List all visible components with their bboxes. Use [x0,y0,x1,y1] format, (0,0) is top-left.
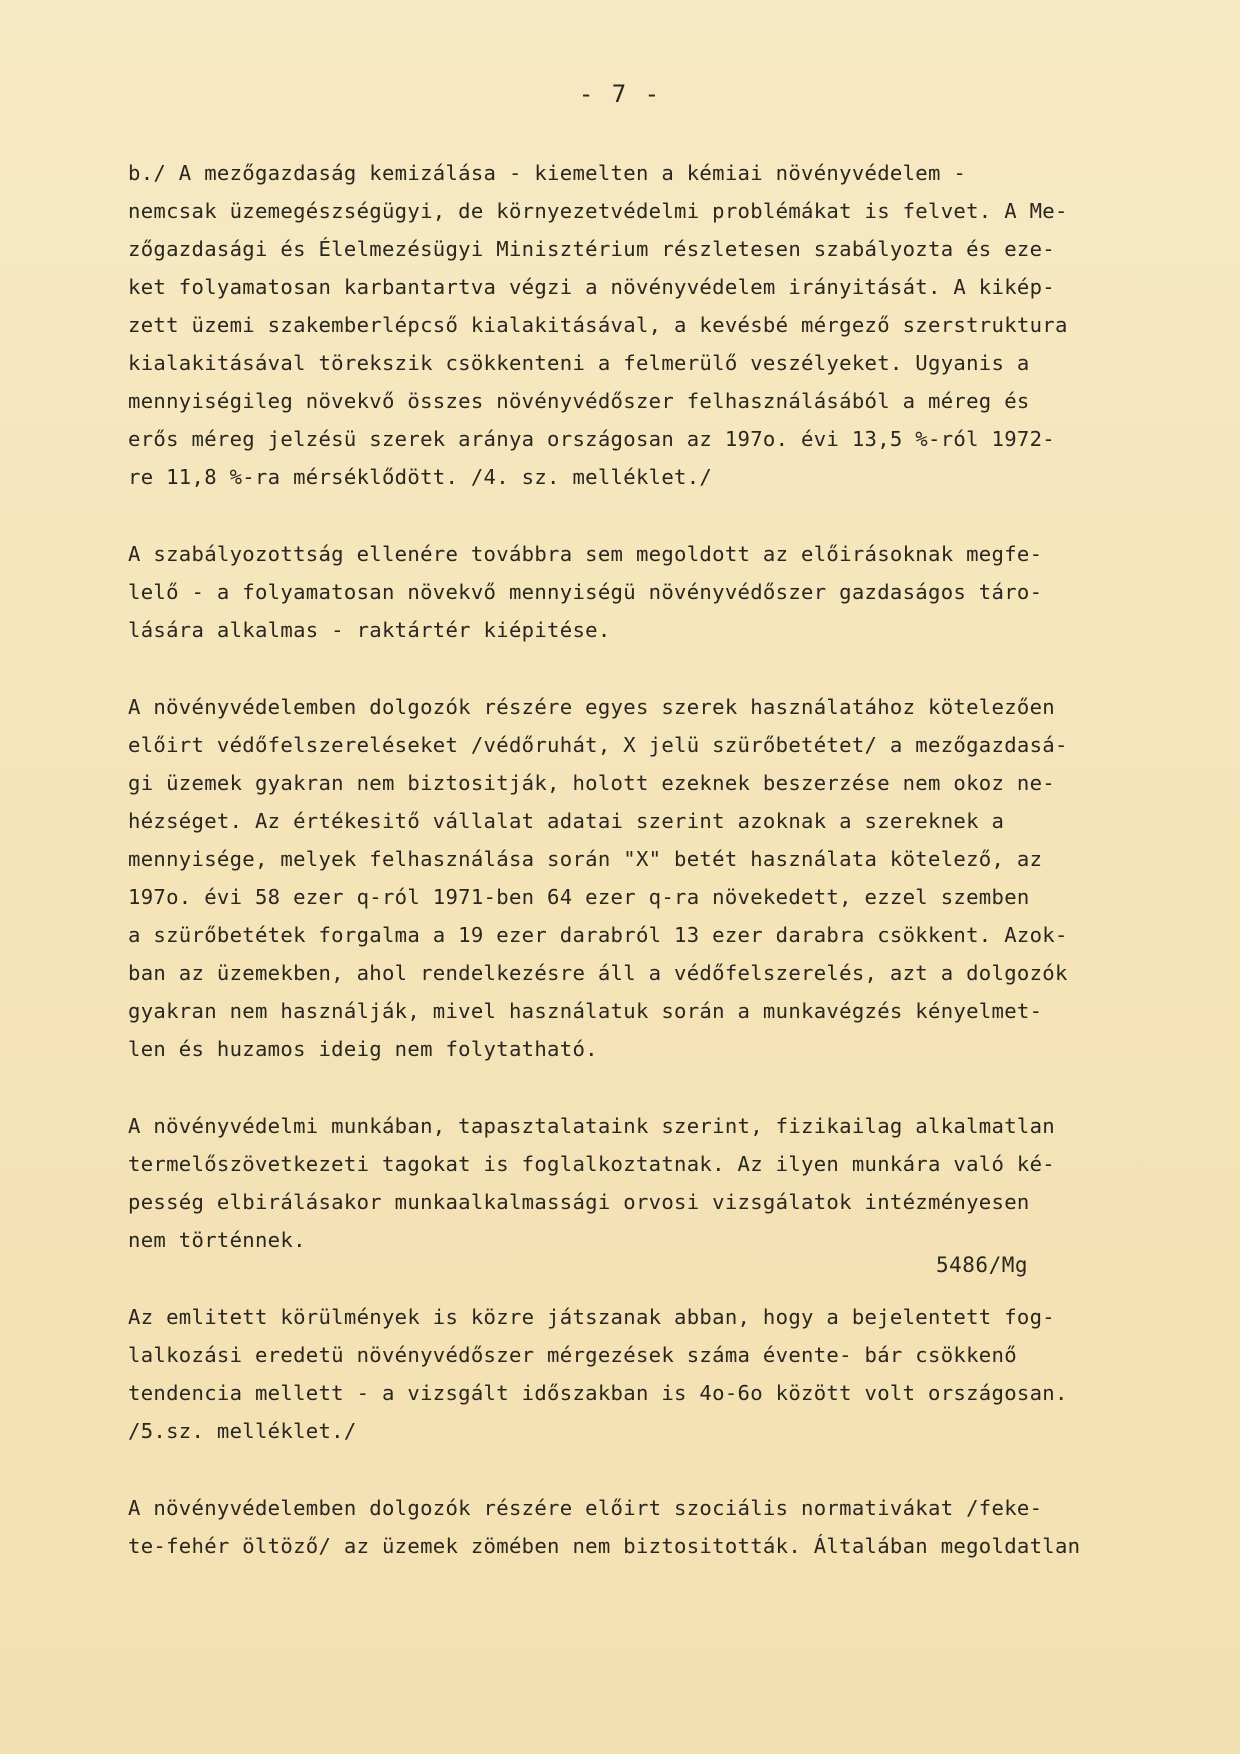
paragraph-chemicalization [128,154,1128,496]
text-line: nem történnek. [128,1228,306,1252]
paragraph-protective-equipment [128,688,1128,1068]
text-line: /5.sz. melléklet./ [128,1419,357,1443]
reference-code: 5486/Mg [936,1253,1029,1277]
text-line: a szürőbetétek forgalma a 19 ezer darabról 13 ezer darabra csökkent. Azok- [128,923,1068,947]
text-line: re 11,8 %-ra mérséklődött. /4. sz. melléklet./ [128,465,713,489]
text-line: A szabályozottság ellenére továbbra sem megoldott az előirásoknak megfe- [128,542,1043,566]
paragraph-poisonings [128,1298,1128,1450]
text-line: te-fehér öltöző/ az üzemek zömében nem biztositották. Általában megoldatlan [128,1534,1081,1558]
text-line: Az emlitett körülmények is közre játszanak abban, hogy a bejelentett fog- [128,1305,1055,1329]
paragraph-fitness [128,1107,1128,1259]
text-line: gi üzemek gyakran nem biztositják, holott ezeknek beszerzése nem okoz ne- [128,771,1055,795]
text-line: lalkozási eredetü növényvédőszer mérgezések száma évente- bár csökkenő [128,1343,1017,1367]
text-line: A növényvédelmi munkában, tapasztalataink szerint, fizikailag alkalmatlan [128,1114,1055,1138]
paragraph-social-norms [128,1489,1128,1565]
text-line: zőgazdasági és Élelmezésügyi Minisztérium részletesen szabályozta és eze- [128,237,1055,261]
text-line: hézséget. Az értékesitő vállalat adatai szerint azoknak a szereknek a [128,809,1005,833]
page-number: - 7 - [578,80,662,108]
text-line: előirt védőfelszereléseket /védőruhát, X jelü szürőbetétet/ a mezőgazdasá- [128,733,1068,757]
text-line: tendencia mellett - a vizsgált időszakban is 4o-6o között volt országosan. [128,1381,1068,1405]
document-body [128,154,1128,1604]
text-line: 197o. évi 58 ezer q-ról 1971-ben 64 ezer q-ra növekedett, ezzel szemben [128,885,1030,909]
text-line: mennyisége, melyek felhasználása során "X" betét használata kötelező, az [128,847,1043,871]
text-line: A növényvédelemben dolgozók részére egyes szerek használatához kötelezően [128,695,1055,719]
text-line: nemcsak üzemegészségügyi, de környezetvédelmi problémákat is felvet. A Me- [128,199,1068,223]
text-line: len és huzamos ideig nem folytatható. [128,1037,598,1061]
text-line: termelőszövetkezeti tagokat is foglalkoztatnak. Az ilyen munkára való ké- [128,1152,1055,1176]
text-line: mennyiségileg növekvő összes növényvédőszer felhasználásából a méreg és [128,389,1030,413]
text-line: kialakitásával törekszik csökkenteni a felmerülő veszélyeket. Ugyanis a [128,351,1030,375]
text-line: b./ A mezőgazdaság kemizálása - kiemelten a kémiai növényvédelem - [128,161,967,185]
text-line: ban az üzemekben, ahol rendelkezésre áll a védőfelszerelés, azt a dolgozók [128,961,1068,985]
text-line: A növényvédelemben dolgozók részére előirt szociális normativákat /feke- [128,1496,1043,1520]
text-line: pesség elbirálásakor munkaalkalmassági orvosi vizsgálatok intézményesen [128,1190,1030,1214]
text-line: ket folyamatosan karbantartva végzi a növényvédelem irányitását. A kikép- [128,275,1055,299]
paragraph-storage [128,535,1128,649]
text-line: lására alkalmas - raktártér kiépitése. [128,618,611,642]
text-line: erős méreg jelzésü szerek aránya országosan az 197o. évi 13,5 %-ról 1972- [128,427,1055,451]
text-line: gyakran nem használják, mivel használatuk során a munkavégzés kényelmet- [128,999,1043,1023]
text-line: lelő - a folyamatosan növekvő mennyiségü növényvédőszer gazdaságos táro- [128,580,1043,604]
text-line: zett üzemi szakemberlépcső kialakitásával, a kevésbé mérgező szerstruktura [128,313,1068,337]
